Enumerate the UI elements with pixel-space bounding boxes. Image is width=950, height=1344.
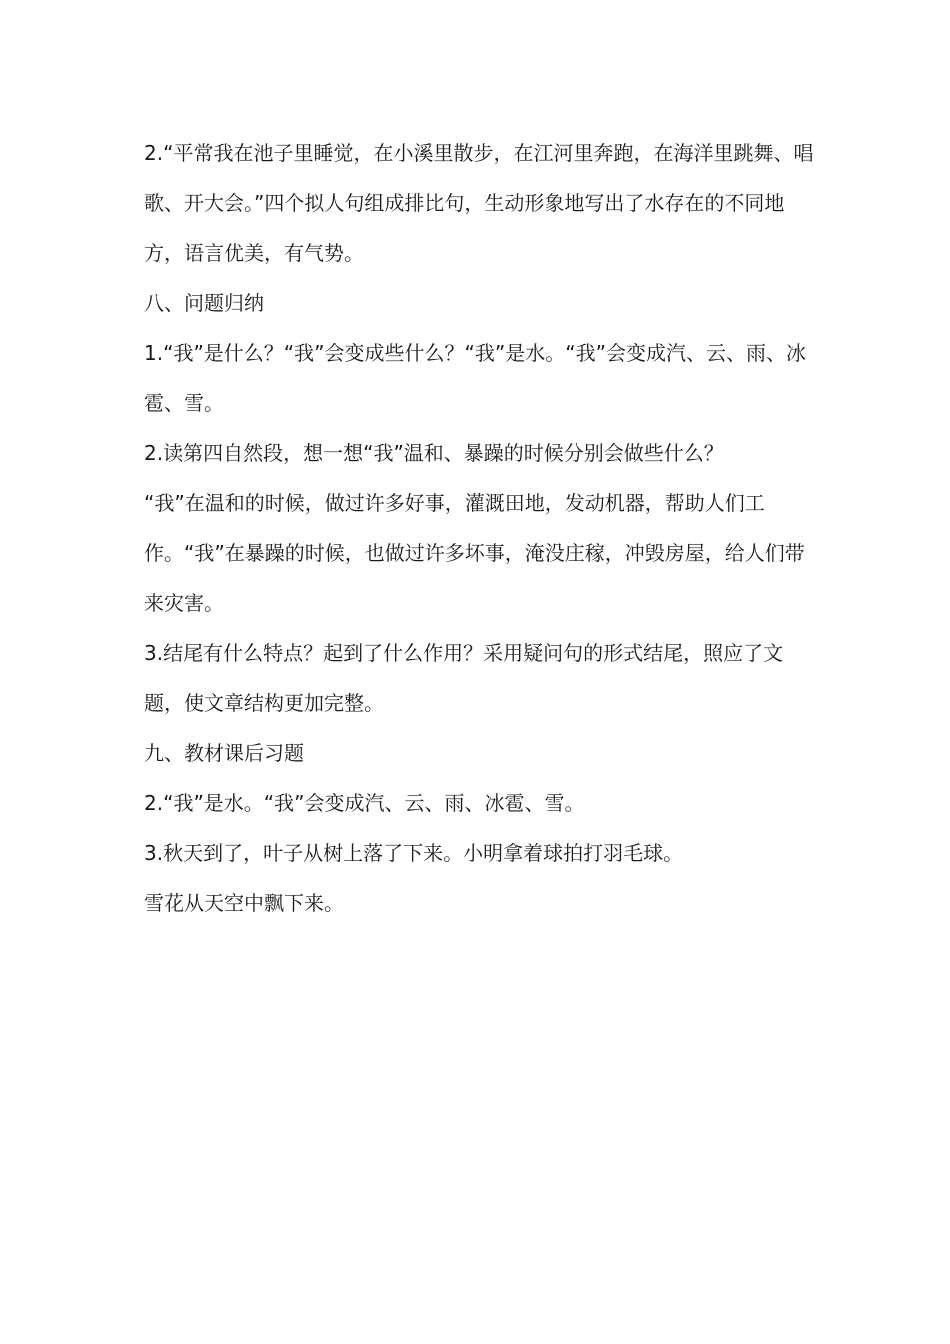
paragraph-personification-analysis: 2.“平常我在池子里睡觉，在小溪里散步，在江河里奔跑，在海洋里跳舞、唱歌、开大会。”四个拟人句组成排比句，生动形象地写出了水存在的不同地方，语言优美，有气势。: [144, 141, 814, 265]
paragraph-answer-2: “我”在温和的时候，做过许多好事，灌溉田地，发动机器，帮助人们工作。“我”在暴躁的时候，也做过许多坏事，淹没庄稼，冲毁房屋，给人们带来灾害。: [144, 491, 805, 615]
paragraph-exercise-3: 3.秋天到了，叶子从树上落了下来。小明拿着球拍打羽毛球。: [144, 841, 684, 865]
paragraph-question-2: 2.读第四自然段，想一想“我”温和、暴躁的时候分别会做些什么？: [144, 441, 724, 465]
section-heading-problem-summary: 八、问题归纳: [144, 291, 264, 315]
paragraph-question-3: 3.结尾有什么特点？起到了什么作用？采用疑问句的形式结尾，照应了文题，使文章结构更加完整。: [144, 641, 784, 715]
section-heading-textbook-exercises: 九、教材课后习题: [144, 741, 304, 765]
paragraph-exercise-2: 2.“我”是水。“我”会变成汽、云、雨、冰雹、雪。: [144, 791, 585, 815]
paragraph-exercise-3-continued: 雪花从天空中飘下来。: [144, 891, 344, 915]
paragraph-question-1: 1.“我”是什么？“我”会变成些什么？“我”是水。“我”会变成汽、云、雨、冰雹、雪。: [144, 341, 806, 415]
document-body: [144, 128, 816, 928]
